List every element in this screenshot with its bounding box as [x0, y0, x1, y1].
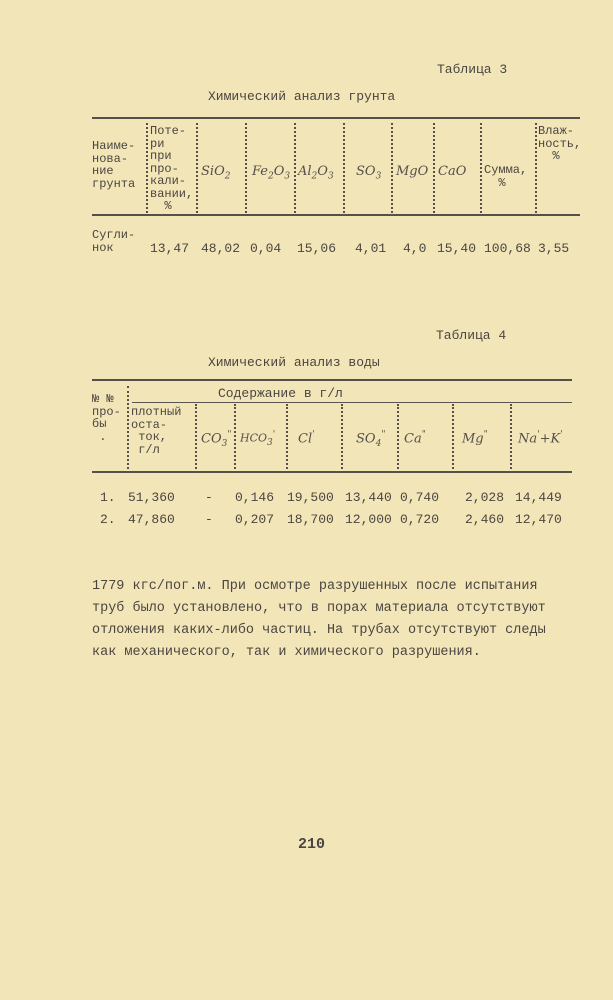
header-content: Содержание в г/л: [218, 386, 343, 401]
subscript: 3: [284, 171, 291, 182]
cell-fe2o3: 0,04: [250, 241, 282, 256]
formula: Mg: [462, 431, 484, 447]
cell-al2o3: 15,06: [297, 241, 337, 256]
header-sum: Сумма, %: [484, 163, 528, 190]
formula: SO: [356, 431, 376, 447]
column-divider: [433, 123, 435, 213]
header-loss-on-ignition: Поте- ри при про- кали- вании, %: [150, 124, 194, 213]
table4-top-rule: [92, 379, 572, 381]
header-sample-number: № № про- бы .: [92, 392, 121, 444]
cell-hco3: 0,146: [235, 490, 275, 505]
formula: HCO: [240, 431, 268, 445]
cell-sample-number: 1.: [100, 490, 116, 505]
cell-ca: 0,740: [400, 490, 440, 505]
column-divider: [510, 404, 512, 469]
superscript: ": [483, 430, 488, 440]
header-al2o3: [298, 164, 334, 182]
superscript: ": [227, 430, 232, 440]
paragraph-line: труб было установлено, что в порах материала отсутствуют: [92, 601, 546, 616]
column-divider: [196, 123, 198, 213]
column-divider: [146, 123, 148, 213]
column-divider: [127, 386, 129, 469]
formula: SO: [356, 164, 376, 179]
column-divider: [343, 123, 345, 213]
formula: O: [317, 164, 328, 179]
header-mg: [462, 430, 488, 446]
header-moisture: Влаж- ность, %: [538, 124, 582, 163]
column-divider: [245, 123, 247, 213]
cell-cl: 19,500: [287, 490, 334, 505]
superscript: ': [560, 430, 563, 440]
superscript: ': [272, 430, 276, 440]
cell-mg: 2,460: [465, 512, 505, 527]
header-na-k: [518, 430, 563, 446]
column-divider: [391, 123, 393, 213]
table4-subheader-rule: [132, 402, 572, 403]
table4-title: Химический анализ воды: [208, 355, 380, 370]
cell-cl: 18,700: [287, 512, 334, 527]
cell-ca: 0,720: [400, 512, 440, 527]
cell-co3: -: [205, 490, 213, 505]
subscript: 3: [375, 171, 382, 182]
cell-loss: 13,47: [150, 241, 190, 256]
cell-so3: 4,01: [355, 241, 387, 256]
column-divider: [452, 404, 454, 469]
subscript: 4: [375, 438, 382, 449]
paragraph-line: отложения каких-либо частиц. На трубах отсутствуют следы: [92, 623, 546, 638]
cell-hco3: 0,207: [235, 512, 275, 527]
table3-top-rule: [92, 117, 580, 119]
column-divider: [397, 404, 399, 469]
header-cao: CaO: [438, 164, 467, 179]
subscript: 2: [224, 171, 231, 182]
header-so4: [356, 430, 385, 449]
table4-caption: Таблица 4: [436, 328, 507, 343]
cell-dry-residue: 47,860: [128, 512, 175, 527]
page-number: 210: [298, 836, 326, 853]
header-sio2: [201, 164, 230, 182]
cell-so4: 12,000: [345, 512, 392, 527]
table3-caption: Таблица 3: [437, 62, 508, 77]
paragraph-line: как механического, так и химического разрушения.: [92, 645, 481, 660]
header-soil-name: Наиме- нова- ние грунта: [92, 139, 136, 191]
cell-dry-residue: 51,360: [128, 490, 175, 505]
column-divider: [341, 404, 343, 469]
column-divider: [195, 404, 197, 469]
superscript: ": [381, 430, 386, 440]
formula: +K: [539, 431, 561, 447]
cell-co3: -: [205, 512, 213, 527]
column-divider: [480, 123, 482, 213]
cell-na-k: 12,470: [515, 512, 562, 527]
subscript: 2: [311, 171, 318, 182]
header-hco3: [240, 430, 275, 448]
row-soil-name: Сугли- нок: [92, 228, 136, 255]
cell-sum: 100,68: [484, 241, 531, 256]
cell-moisture: 3,55: [538, 241, 570, 256]
subscript: 3: [267, 437, 273, 448]
cell-cao: 15,40: [437, 241, 477, 256]
superscript: ': [312, 430, 315, 440]
cell-sample-number: 2.: [100, 512, 116, 527]
table3-title: Химический анализ грунта: [208, 89, 396, 104]
header-so3: [356, 164, 381, 182]
formula: O: [273, 164, 285, 179]
header-ca: [404, 430, 426, 446]
formula: SiO: [201, 164, 225, 179]
cell-mg: 2,028: [465, 490, 505, 505]
formula: Ca: [404, 431, 422, 447]
header-cl: [298, 430, 315, 446]
header-fe2o3: [252, 164, 290, 182]
cell-na-k: 14,449: [515, 490, 562, 505]
cell-so4: 13,440: [345, 490, 392, 505]
column-divider: [234, 404, 236, 469]
subscript: 3: [327, 171, 334, 182]
cell-sio2: 48,02: [201, 241, 241, 256]
table4-header-rule: [92, 471, 572, 473]
subscript: 2: [268, 171, 274, 182]
column-divider: [286, 404, 288, 469]
paragraph-line: 1779 кгс/пог.м. При осмотре разрушенных после испытания: [92, 579, 538, 594]
formula: Al: [298, 164, 312, 179]
formula: Na: [518, 431, 538, 447]
formula: Cl: [298, 431, 313, 447]
header-mgo: MgO: [396, 164, 429, 179]
column-divider: [535, 123, 537, 213]
formula: Fe: [252, 164, 269, 179]
cell-mgo: 4,0: [403, 241, 427, 256]
subscript: 3: [221, 438, 228, 449]
column-divider: [294, 123, 296, 213]
superscript: ": [421, 430, 426, 440]
superscript: ': [537, 430, 540, 440]
header-co3: [201, 430, 231, 449]
header-dry-residue: плотный оста- ток, г/л: [131, 405, 182, 457]
formula: CO: [201, 431, 222, 447]
table3-header-rule: [92, 214, 580, 216]
